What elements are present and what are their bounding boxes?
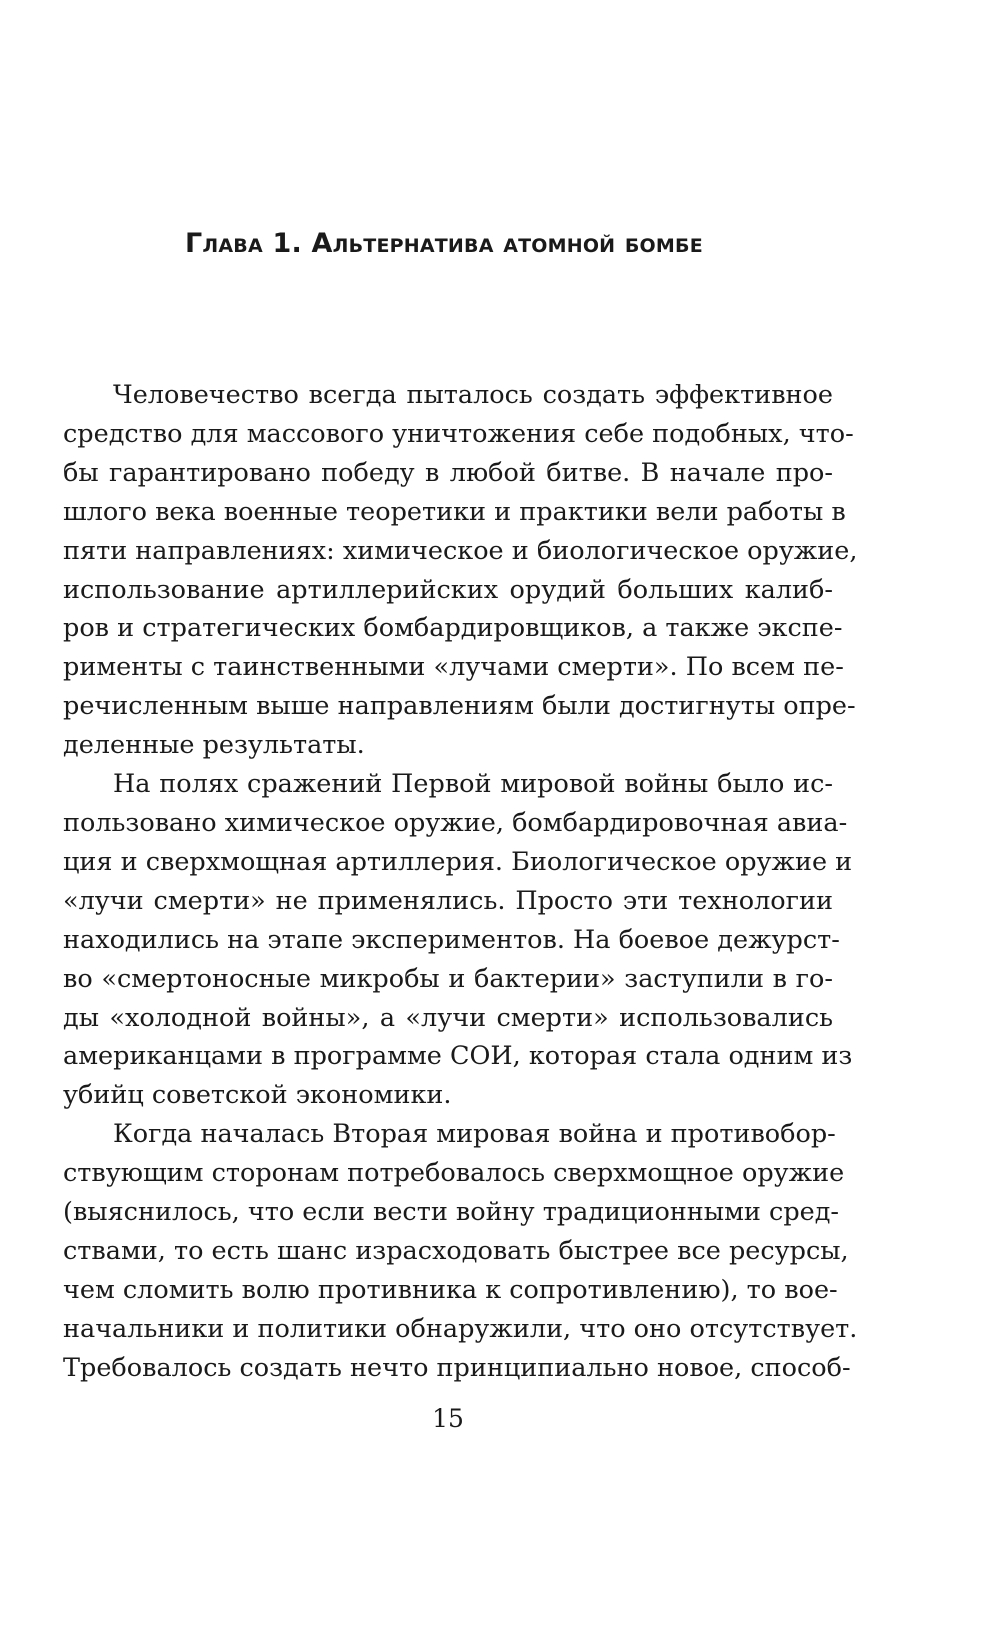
body-text xyxy=(63,376,858,1388)
text-line: чем сломить волю противника к сопротивлению), то вое- xyxy=(63,1274,838,1305)
text-line: средство для массового уничтожения себе подобных, что- xyxy=(63,418,854,449)
text-line: убийц советской экономики. xyxy=(63,1080,452,1111)
text-line: использование артиллерийских орудий больших калиб- xyxy=(63,574,833,605)
paragraph xyxy=(63,1115,858,1387)
text-line: находились на этапе экспериментов. На боевое дежурст- xyxy=(63,924,840,955)
text-line: деленные результаты. xyxy=(63,730,365,761)
text-line: во «смертоносные микробы и бактерии» заступили в го- xyxy=(63,963,833,994)
text-line: Когда началась Вторая мировая война и противобор- xyxy=(113,1119,836,1150)
text-line: пользовано химическое оружие, бомбардировочная авиа- xyxy=(63,807,848,838)
text-line: (выяснилось, что если вести войну традиционными сред- xyxy=(63,1197,840,1228)
text-line: «лучи смерти» не применялись. Просто эти технологии xyxy=(63,885,833,916)
text-line: ствующим сторонам потребовалось сверхмощное оружие xyxy=(63,1158,845,1189)
text-line: ды «холодной войны», а «лучи смерти» использовались xyxy=(63,1002,833,1033)
paragraph xyxy=(63,765,853,1115)
page-number: 15 xyxy=(432,1404,464,1433)
text-line: Человечество всегда пыталось создать эффективное xyxy=(113,380,833,410)
text-line: начальники и политики обнаружили, что оно отсутствует. xyxy=(63,1313,858,1344)
text-line: шлого века военные теоретики и практики вели работы в xyxy=(63,496,846,527)
text-line: ров и стратегических бомбардировщиков, а также экспе- xyxy=(63,613,843,644)
paragraph xyxy=(63,376,858,765)
text-line: пяти направлениях: химическое и биологическое оружие, xyxy=(63,535,858,566)
text-line: Требовалось создать нечто принципиально новое, способ- xyxy=(63,1352,851,1383)
text-line: бы гарантировано победу в любой битве. В начале про- xyxy=(63,457,833,488)
text-line: ствами, то есть шанс израсходовать быстрее все ресурсы, xyxy=(63,1235,849,1266)
text-line: американцами в программе СОИ, которая стала одним из xyxy=(63,1041,853,1072)
text-line: рименты с таинственными «лучами смерти». По всем пе- xyxy=(63,652,844,683)
chapter-title: Глава 1. Альтернатива атомной бомбе xyxy=(185,228,703,259)
text-line: На полях сражений Первой мировой войны было ис- xyxy=(113,769,833,800)
text-line: ция и сверхмощная артиллерия. Биологическое оружие и xyxy=(63,846,853,877)
text-line: речисленным выше направлениям были достигнуты опре- xyxy=(63,691,856,722)
